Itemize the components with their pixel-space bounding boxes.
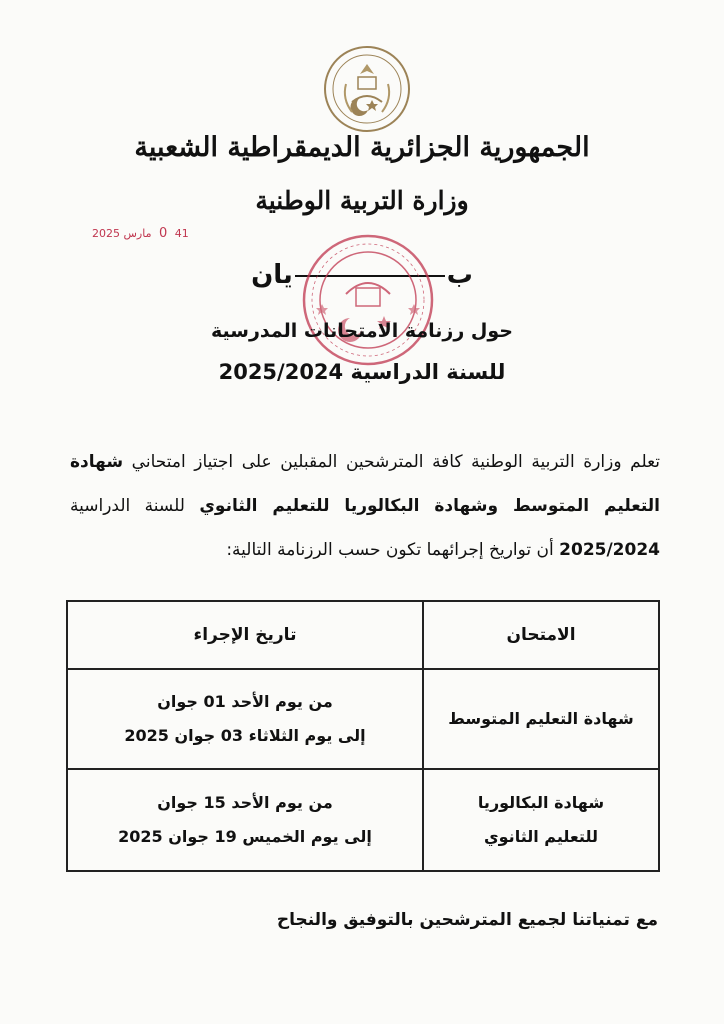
paragraph-intro: تعلم وزارة التربية الوطنية كافة المترشحين المقبلين على اجتياز امتحاني [123,452,660,472]
date-number: 0 [158,226,168,241]
date-cell [67,769,423,871]
date-to: إلى يوم الخميس 19 جوان 2025 [118,827,372,846]
exam-schedule-table [66,600,660,872]
academic-year-line: للسنة الدراسية 2025/2024 [218,360,506,384]
exam-name: شهادة البكالوريا [477,793,605,812]
paragraph-year: 2025/2024 [559,540,660,560]
exam-name-line2: للتعليم الثانوي [483,827,598,846]
paragraph-exams: شهادة التعليم المتوسط وشهادة البكالوريا للتعليم الثانوي [70,452,661,516]
national-emblem-icon [322,44,412,134]
title-start: ب [446,260,473,290]
date-from: من يوم الأحد 15 جوان [157,793,333,812]
announcement-paragraph [70,440,660,572]
closing-wishes: مع تمنياتنا لجميع المترشحين بالتوفيق والنجاح [276,910,658,930]
date-stamp [92,226,189,241]
header-exam: الامتحان [423,601,659,669]
date-month: مارس [123,227,152,240]
date-prefix: 41 [174,227,189,240]
header-date: تاريخ الإجراء [67,601,423,669]
table-row [67,769,659,871]
date-from: من يوم الأحد 01 جوان [157,692,333,711]
official-seal-icon [300,232,436,368]
date-cell [67,669,423,769]
statement-subtitle: حول رزنامة الامتحانات المدرسية [211,320,513,342]
date-to: إلى يوم الثلاثاء 03 جوان 2025 [124,726,366,745]
exam-cell [423,669,659,769]
title-end: يان [251,260,293,290]
table-header-row [67,601,659,669]
paragraph-year-prefix: للسنة الدراسية [70,496,200,516]
republic-name: الجمهورية الجزائرية الديمقراطية الشعبية [134,132,590,163]
date-year: 2025 [92,227,120,240]
table-row [67,669,659,769]
exam-name: شهادة التعليم المتوسط [448,709,634,728]
exam-cell [423,769,659,871]
paragraph-suffix: أن تواريخ إجرائهما تكون حسب الرزنامة التالية: [226,540,560,560]
ministry-name: وزارة التربية الوطنية [255,186,469,215]
